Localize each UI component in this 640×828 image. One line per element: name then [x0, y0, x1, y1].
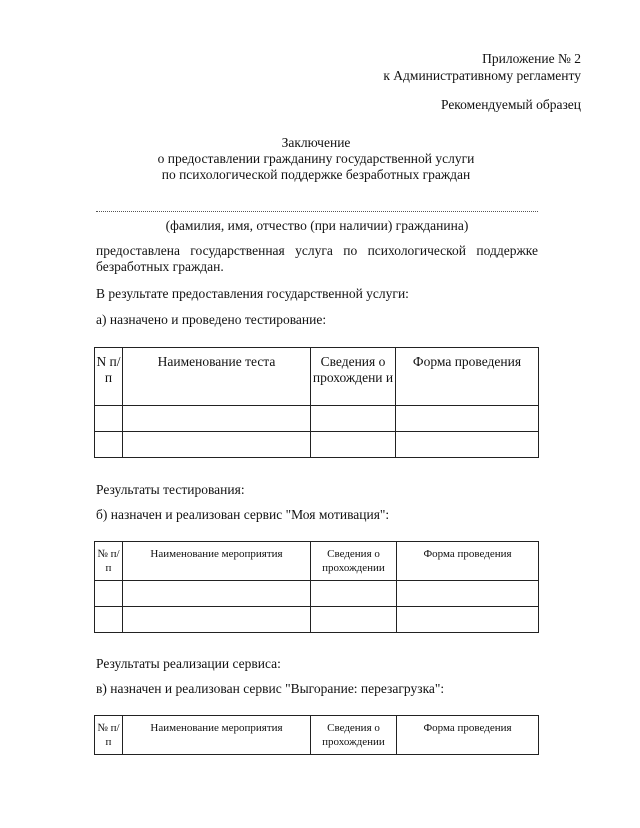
table-cell[interactable]	[95, 432, 123, 458]
table-header-row	[95, 542, 539, 581]
col-event-name: Наименование мероприятия	[123, 716, 311, 755]
table-row	[95, 581, 539, 607]
service-results-label: Результаты реализации сервиса:	[96, 656, 281, 671]
table-cell[interactable]	[397, 607, 539, 633]
burnout-table	[94, 715, 539, 755]
title-line-2: о предоставлении гражданину государственной услуги	[157, 151, 475, 166]
table-cell[interactable]	[311, 581, 397, 607]
table-cell[interactable]	[95, 406, 123, 432]
col-completion-info: Сведения о прохождени и	[311, 348, 396, 406]
col-test-name: Наименование теста	[123, 348, 311, 406]
col-completion-info: Сведения о прохождении	[311, 716, 397, 755]
table-cell[interactable]	[123, 406, 311, 432]
title-line-1: Заключение	[281, 135, 351, 150]
col-form: Форма проведения	[397, 542, 539, 581]
table-cell[interactable]	[123, 581, 311, 607]
provided-text: предоставлена государственная услуга по психологической поддержке безработных граждан.	[96, 243, 538, 275]
table-cell[interactable]	[95, 581, 123, 607]
col-form: Форма проведения	[397, 716, 539, 755]
table-cell[interactable]	[311, 432, 396, 458]
col-completion-info: Сведения о прохождении	[311, 542, 397, 581]
col-event-name: Наименование мероприятия	[123, 542, 311, 581]
appendix-line-1: Приложение № 2	[482, 51, 581, 66]
col-number: N п/п	[95, 348, 123, 406]
col-form: Форма проведения	[396, 348, 539, 406]
motivation-table	[94, 541, 539, 633]
name-fill-line	[96, 211, 538, 212]
table-cell[interactable]	[123, 607, 311, 633]
sample-note: Рекомендуемый образец	[440, 97, 581, 112]
section-b-label: б) назначен и реализован сервис "Моя мотивация":	[96, 507, 390, 522]
table-cell[interactable]	[123, 432, 311, 458]
table-cell[interactable]	[397, 581, 539, 607]
table-header-row	[95, 348, 539, 406]
col-number: № п/п	[95, 716, 123, 755]
testing-results-label: Результаты тестирования:	[96, 482, 245, 497]
appendix-line-2: к Административному регламенту	[383, 68, 581, 83]
table-cell[interactable]	[311, 406, 396, 432]
table-row	[95, 432, 539, 458]
table-header-row	[95, 716, 539, 755]
result-intro: В результате предоставления государственной услуги:	[96, 286, 409, 301]
table-cell[interactable]	[396, 406, 539, 432]
table-row	[95, 406, 539, 432]
section-c-label: в) назначен и реализован сервис "Выгорание: перезагрузка":	[96, 681, 445, 696]
col-number: № п/п	[95, 542, 123, 581]
table-cell[interactable]	[396, 432, 539, 458]
table-cell[interactable]	[95, 607, 123, 633]
testing-table	[94, 347, 539, 458]
title-line-3: по психологической поддержке безработных граждан	[161, 167, 471, 182]
name-caption: (фамилия, имя, отчество (при наличии) гражданина)	[165, 218, 469, 233]
table-row	[95, 607, 539, 633]
section-a-label: а) назначено и проведено тестирование:	[96, 312, 327, 327]
table-cell[interactable]	[311, 607, 397, 633]
